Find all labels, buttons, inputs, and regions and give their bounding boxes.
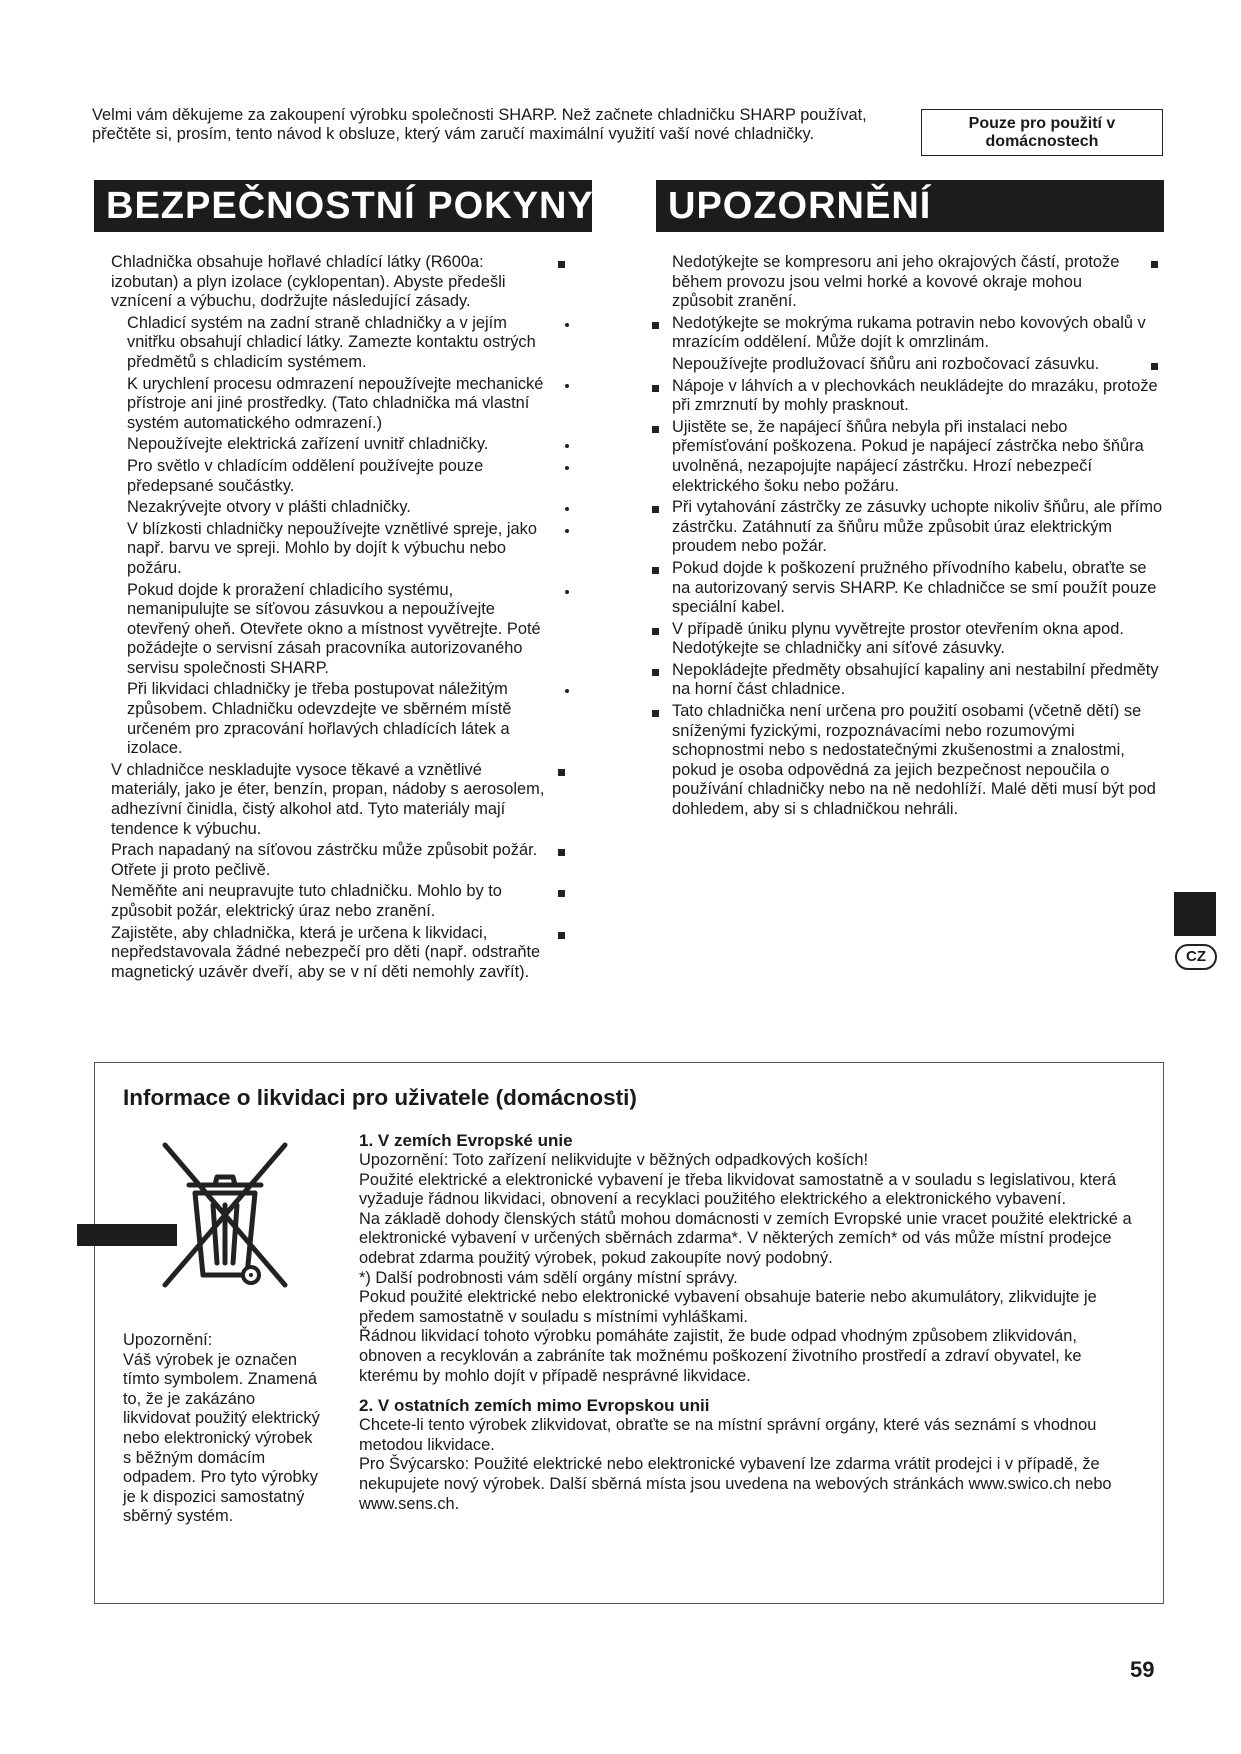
household-use-note: Pouze pro použití v domácnostech <box>921 109 1163 156</box>
eu-paragraph: Řádnou likvidací tohoto výrobku pomáháte zajistit, že bude odpad vhodným způsobem zlikvidován, obnoven a recyklován a zabráníte tak možnému poškození životního prostředí a zdraví obyvatel, ke kterému by mohlo dojít v případě nesprávné likvidace. <box>359 1327 1082 1385</box>
eu-paragraph: Upozornění: Toto zařízení nelikvidujte v běžných odpadkových koších! <box>359 1151 869 1169</box>
safety-item: Neměňte ani neupravujte tuto chladničku. Mohlo by to způsobit požár, elektrický úraz nebo zranění. <box>111 882 571 921</box>
warning-heading: UPOZORNĚNÍ <box>656 180 1164 232</box>
safety-item: Zajistěte, aby chladnička, která je určena k likvidaci, nepředstavovala žádné nebezpečí pro děti (např. odstraňte magnetický uzávěr dveří, aby se v ní děti nemohly zavřít). <box>111 924 571 983</box>
safety-column <box>111 253 571 984</box>
language-tab-block <box>1174 892 1216 936</box>
page-number: 59 <box>1130 1657 1155 1682</box>
safety-lead: Chladnička obsahuje hořlavé chladící látky (R600a: izobutan) a plyn izolace (cyklopentan). Abyste předešli vznícení a výbuchu, dodržujte následující zásady. <box>111 253 571 312</box>
disposal-info-box <box>94 1062 1164 1604</box>
warning-item: Nepoužívejte prodlužovací šňůru ani rozbočovací zásuvku. <box>672 355 1164 375</box>
warning-item: Při vytahování zástrčky ze zásuvky uchopte nikoliv šňůru, ale přímo zástrčku. Zatáhnutí za šňůru může způsobit úraz elektrickým proudem nebo požár. <box>672 498 1163 556</box>
warning-item: Nepokládejte předměty obsahující kapaliny ani nestabilní předměty na horní část chladnice. <box>672 661 1164 700</box>
eu-paragraph: *) Další podrobnosti vám sdělí orgány místní správy. <box>359 1268 738 1287</box>
warning-column <box>672 253 1164 822</box>
intro-text: Velmi vám děkujeme za zakoupení výrobku společnosti SHARP. Než začnete chladničku SHARP používat, přečtěte si, prosím, tento návod k obsluze, který vám zaručí maximální využití vaší nové chladničky. <box>92 106 867 143</box>
warning-item: Nedotýkejte se kompresoru ani jeho okrajových částí, protože během provozu jsou velmi horké a kovové okraje mohou způsobit zranění. <box>672 253 1164 312</box>
safety-sub-item: Nepoužívejte elektrická zařízení uvnitř chladničky. <box>127 435 571 455</box>
warning-item: Nápoje v láhvích a v plechovkách neukládejte do mrazáku, protože při zmrznutí by mohly prasknout. <box>672 377 1164 416</box>
crossed-out-bin-icon <box>155 1135 295 1301</box>
eu-paragraph: Pokud použité elektrické nebo elektronické vybavení obsahuje baterie nebo akumulátory, zlikvidujte je předem samostatně v souladu s místními vyhláškami. <box>359 1288 1097 1326</box>
safety-heading: BEZPEČNOSTNÍ POKYNY <box>94 180 592 232</box>
safety-sub-item: Pokud dojde k proražení chladicího systému, nemanipulujte se síťovou zásuvkou a nepoužívejte otevřený oheň. Otevřete okno a místnost vyvětrejte. Poté požádejte o servisní zásah pracovníka autorizovaného servisu společnosti SHARP. <box>127 581 571 679</box>
other-countries-paragraph: Pro Švýcarsko: Použité elektrické nebo elektronické vybavení lze zdarma vrátit prodejci i v případě, že nekupujete nový výrobek. Další sběrná místa jsou uvedena na webových stránkách www.swico.ch nebo www.sens.ch. <box>359 1455 1112 1513</box>
language-badge: CZ <box>1175 944 1217 970</box>
safety-sub-item: K urychlení procesu odmrazení nepoužívejte mechanické přístroje ani jiné prostředky. (Tato chladnička má vlastní systém automatického odmrazení.) <box>127 375 571 434</box>
eu-paragraph: Na základě dohody členských států mohou domácnosti v zemích Evropské unie vracet použité elektrické a elektronické vybavení v určených sběrnách zdarma*. V některých zemích* od vás může místní prodejce odebrat zdarma použitý výrobek, pokud zakoupíte nový podobný. <box>359 1209 1132 1267</box>
safety-sub-item: Nezakrývejte otvory v plášti chladničky. <box>127 498 571 518</box>
warning-item: Ujistěte se, že napájecí šňůra nebyla při instalaci nebo přemísťování poškozena. Pokud je napájecí zástrčka nebo šňůra uvolněná, nezapojujte napájecí zástrčku. Hrozí nebezpečí elektrického šoku nebo požáru. <box>672 418 1164 496</box>
other-countries-heading: 2. V ostatních zemích mimo Evropskou unii <box>359 1396 710 1416</box>
bin-underline-bar <box>77 1224 177 1246</box>
symbol-note: Upozornění: Váš výrobek je označen tímto symbolem. Znamená to, že je zakázáno likvidovat použitý elektrický nebo elektronický výrobek s běžným domácím odpadem. Pro tyto výrobky je k dispozici samostatný sběrný systém. <box>123 1331 320 1526</box>
warning-item: Nedotýkejte se mokrýma rukama potravin nebo kovových obalů v mrazícím oddělení. Může dojít k omrzlinám. <box>672 314 1164 353</box>
safety-sub-item: V blízkosti chladničky nepoužívejte vznětlivé spreje, jako např. barvu ve spreji. Mohlo by dojít k výbuchu nebo požáru. <box>127 520 571 579</box>
safety-item: V chladničce neskladujte vysoce těkavé a vznětlivé materiály, jako je éter, benzín, propan, nádoby s aerosolem, adhezívní činidla, čistý alkohol atd. Tyto materiály mají tendence k výbuchu. <box>111 761 571 839</box>
warning-item: V případě úniku plynu vyvětrejte prostor otevřením okna apod. Nedotýkejte se chladničky ani síťové zásuvky. <box>672 620 1164 659</box>
disposal-title: Informace o likvidaci pro uživatele (domácnosti) <box>123 1085 637 1110</box>
warning-item: Pokud dojde k poškození pružného přívodního kabelu, obraťte se na autorizovaný servis SHARP. Ke chladničce se smí použít pouze speciální kabel. <box>672 559 1164 618</box>
eu-paragraph: Použité elektrické a elektronické vybavení je třeba likvidovat samostatně a v souladu s legislativou, která vyžaduje řádnou likvidaci, obnovení a recyklaci použitého elektrického a elektronického vybavení. <box>359 1170 1117 1209</box>
other-countries-paragraph: Chcete-li tento výrobek zlikvidovat, obraťte se na místní správní orgány, které vás seznámí s vhodnou metodou likvidace. <box>359 1416 1097 1454</box>
safety-sub-item: Pro světlo v chladícím oddělení používejte pouze předepsané součástky. <box>127 457 571 496</box>
safety-sub-item: Chladicí systém na zadní straně chladničky a v jejím vnitřku obsahují chladicí látky. Zamezte kontaktu ostrých předmětů s chladicím systémem. <box>127 314 571 373</box>
eu-heading: 1. V zemích Evropské unie <box>359 1131 573 1150</box>
safety-item: Prach napadaný na síťovou zástrčku může způsobit požár. Otřete ji proto pečlivě. <box>111 841 571 880</box>
safety-sub-item: Při likvidaci chladničky je třeba postupovat náležitým způsobem. Chladničku odevzdejte ve sběrném místě určeném pro zpracování hořlavých chladících látek a izolace. <box>127 680 571 758</box>
disposal-details <box>359 1131 1139 1514</box>
warning-item: Tato chladnička není určena pro použití osobami (včetně dětí) se sníženými fyzickými, rozpoznávacími nebo rozumovými schopnostmi nebo s nedostatečnými zkušenostmi a znalostmi, pokud je osoba odpovědná za jejich bezpečnost nepoučila o používání chladničky nebo na ně nedohlíží. Malé děti musí být pod dohledem, aby si s chladničkou nehráli. <box>672 702 1164 820</box>
